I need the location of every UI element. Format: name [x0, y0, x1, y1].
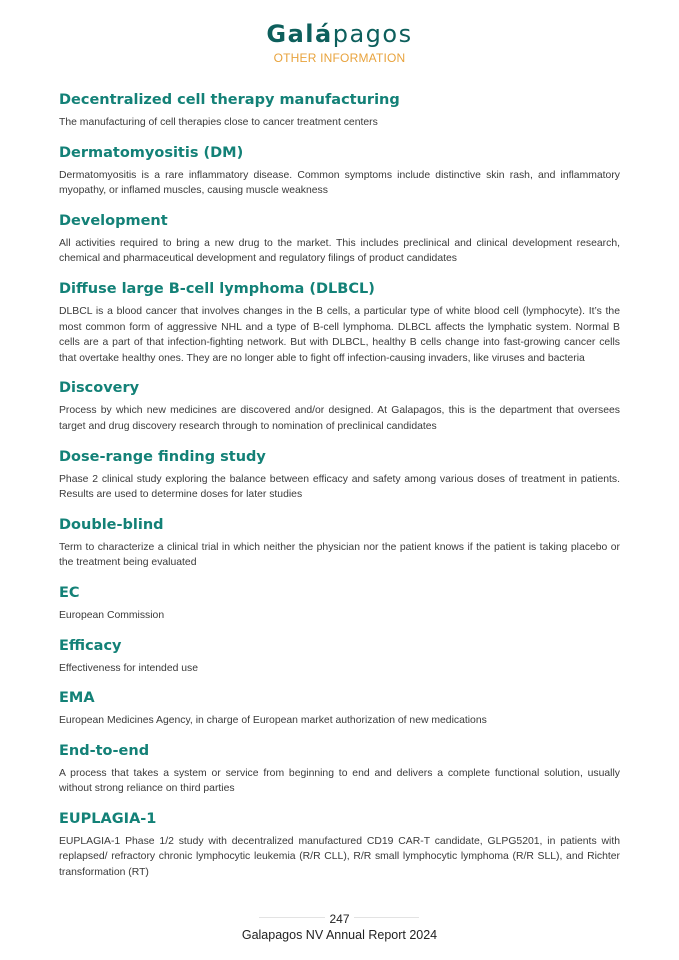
- glossary-term: Decentralized cell therapy manufacturing: [59, 92, 400, 108]
- glossary-entry: [59, 447, 620, 503]
- glossary-definition: A process that takes a system or service from beginning to end and delivers a complete functional solution, usually without strong reliance on third parties: [59, 767, 620, 795]
- glossary-definition: EUPLAGIA-1 Phase 1/2 study with decentralized manufactured CD19 CAR-T candidate, GLPG5201, in patients with replapsed/ refractory chronic lymphocytic leukemia (R/R CLL), R/R small lymphocytic lymphoma (R/R SLL), and Richter transformation (RT): [59, 835, 620, 879]
- glossary-entry: [59, 279, 620, 366]
- glossary-definition: Term to characterize a clinical trial in which neither the physician nor the patient knows if the patient is taking placebo or the treatment being evaluated: [59, 541, 620, 569]
- glossary-entry: [59, 809, 620, 881]
- report-title: Galapagos NV Annual Report 2024: [241, 928, 438, 942]
- section-label: OTHER INFORMATION: [273, 51, 406, 65]
- galapagos-logo: [266, 18, 412, 50]
- glossary-entry: [59, 378, 620, 434]
- glossary-entry: [59, 688, 620, 729]
- glossary-term: Double-blind: [59, 516, 164, 533]
- page-footer: [0, 908, 679, 944]
- glossary-definition: Effectiveness for intended use: [59, 662, 199, 674]
- glossary-term: Dose-range finding study: [59, 448, 266, 465]
- glossary-term: EUPLAGIA-1: [59, 810, 157, 827]
- glossary-definition: Dermatomyositis is a rare inflammatory disease. Common symptoms include distinctive skin rash, and inflammatory myopathy, or inflamed muscles, causing muscle weakness: [59, 169, 620, 197]
- glossary-term: EMA: [59, 690, 95, 707]
- glossary-entry: [59, 636, 620, 677]
- glossary-definition: Phase 2 clinical study exploring the balance between efficacy and safety among various doses of treatment in patients. Results are used to determine doses for later studies: [59, 473, 620, 501]
- page-number-line: [0, 908, 679, 926]
- logo-light-part: pagos: [332, 20, 413, 48]
- glossary-definition: European Medicines Agency, in charge of European market authorization of new medications: [59, 715, 487, 727]
- glossary-term: Dermatomyositis (DM): [59, 144, 244, 161]
- glossary-term: Discovery: [59, 380, 140, 397]
- glossary-definition: Process by which new medicines are discovered and/or designed. At Galapagos, this is the department that oversees target and drug discovery research through to nomination of preclinical candidates: [59, 405, 620, 432]
- glossary-term: Diffuse large B-cell lymphoma (DLBCL): [59, 280, 375, 297]
- glossary-definition: All activities required to bring a new drug to the market. This includes preclinical and clinical development research, chemical and pharmaceutical development and regulatory filings of product candidates: [59, 237, 620, 265]
- page-number: 247: [325, 910, 353, 928]
- glossary-entry: [59, 583, 620, 624]
- glossary-entry: [59, 741, 620, 797]
- glossary-list: [59, 90, 620, 893]
- glossary-definition: European Commission: [59, 609, 165, 621]
- logo-bold-part: Galá: [266, 20, 333, 48]
- glossary-entry: [59, 211, 620, 267]
- glossary-term: Development: [59, 212, 168, 229]
- glossary-entry: [59, 515, 620, 571]
- glossary-definition: DLBCL is a blood cancer that involves changes in the B cells, a particular type of white blood cell (lymphocyte). It’s the most common form of aggressive NHL and a type of B-cell lymphoma. DLBCL affects the lymphatic system. Normal B cells are a part of that infection-fighting network. But with DLBCL, healthy B cells change into fast-growing cancer cells that overtake healthy ones. They are no longer able to fight off infection-causing invaders, like viruses and bacteria: [59, 305, 620, 364]
- glossary-term: Efficacy: [59, 637, 122, 654]
- page-header: [0, 18, 679, 66]
- glossary-term: End-to-end: [59, 742, 150, 759]
- glossary-term: EC: [59, 584, 80, 601]
- glossary-entry: [59, 90, 620, 131]
- glossary-entry: [59, 143, 620, 199]
- glossary-definition: The manufacturing of cell therapies close to cancer treatment centers: [59, 117, 378, 128]
